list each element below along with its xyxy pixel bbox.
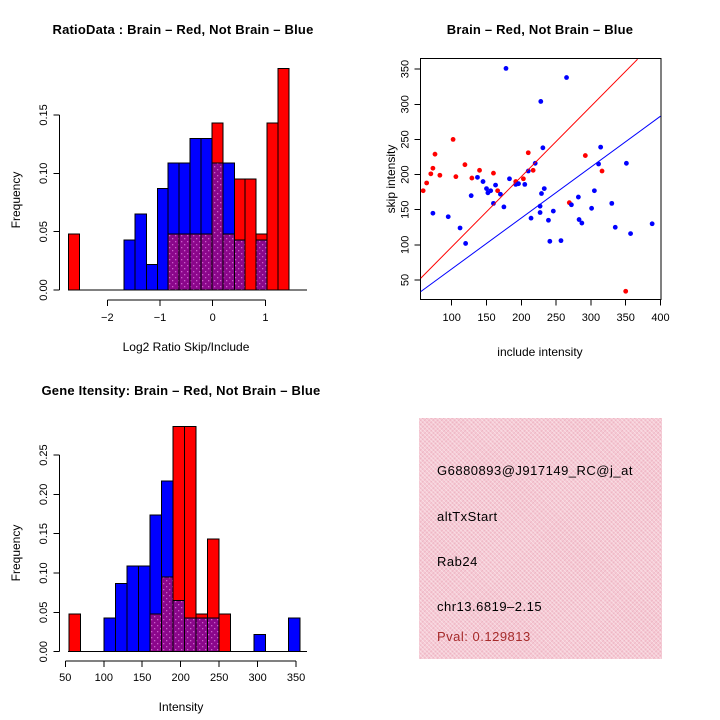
y-tick-label: 0.05 <box>38 601 50 624</box>
scatter-title: Brain – Red, Not Brain – Blue <box>446 22 634 37</box>
hist-bar <box>245 179 256 290</box>
scatter-point-blue <box>488 188 493 193</box>
scatter-point-blue <box>502 204 507 209</box>
hist-bar <box>135 214 146 290</box>
x-tick-label: 100 <box>94 672 113 684</box>
x-tick-label: 150 <box>133 672 152 684</box>
scatter-point-blue <box>522 182 527 187</box>
hist-bar-overlap <box>173 601 185 652</box>
gene-hist-xlabel: Intensity <box>158 700 204 714</box>
hist-bar <box>115 583 127 651</box>
scatter-point-blue <box>576 195 581 200</box>
y-tick-label: 0.10 <box>38 162 50 185</box>
scatter-point-blue <box>475 175 480 180</box>
y-tick-label: 150 <box>399 200 412 219</box>
scatter-point-blue <box>624 161 629 166</box>
x-tick-label: 300 <box>248 672 267 684</box>
x-tick-label: 250 <box>546 312 566 324</box>
brain-fit-line <box>421 59 638 278</box>
scatter-point-red <box>421 188 426 193</box>
scatter-point-blue <box>484 186 489 191</box>
event-type-text: altTxStart <box>437 509 498 524</box>
x-tick-label: 400 <box>651 312 670 324</box>
scatter-point-blue <box>564 75 569 80</box>
x-tick-label: 100 <box>442 312 461 324</box>
hist-bar-overlap <box>185 618 197 652</box>
notbrain-fit-line <box>421 116 661 291</box>
hist-bar-overlap <box>179 234 190 290</box>
x-tick-label: 200 <box>171 672 190 684</box>
hist-bar-overlap <box>168 234 179 290</box>
hist-bar-overlap <box>196 618 208 652</box>
scatter-point-blue <box>551 209 556 214</box>
scatter-point-blue <box>609 201 614 206</box>
scatter-point-blue <box>559 238 564 243</box>
scatter-point-red <box>600 169 605 174</box>
scatter-point-blue <box>529 216 534 221</box>
scatter-point-blue <box>469 193 474 198</box>
gene-info-box <box>419 418 662 659</box>
gene-symbol-text: Rab24 <box>437 554 478 569</box>
pval-text: Pval: 0.129813 <box>437 629 531 644</box>
x-tick-label: −2 <box>101 312 114 324</box>
y-tick-label: 50 <box>399 273 412 287</box>
scatter-point-blue <box>598 145 603 150</box>
scatter-point-blue <box>504 66 509 71</box>
hist-bar <box>267 123 278 290</box>
scatter-point-red <box>453 174 458 179</box>
y-tick-label: 0.15 <box>38 522 50 545</box>
scatter-point-red <box>583 153 588 158</box>
hist-bar <box>288 618 300 652</box>
scatter-point-blue <box>431 211 436 216</box>
scatter-point-blue <box>481 179 486 184</box>
hist-bar-overlap <box>208 618 220 652</box>
x-tick-label: 1 <box>262 312 269 324</box>
scatter-point-blue <box>628 231 633 236</box>
hist-bar <box>68 234 79 290</box>
gene-hist-title: Gene Itensity: Brain – Red, Not Brain – Blue <box>41 383 321 398</box>
scatter-point-blue <box>446 214 451 219</box>
scatter-point-blue <box>458 226 463 231</box>
scatter-point-red <box>521 176 526 181</box>
x-tick-label: 50 <box>59 672 72 684</box>
hist-bar-overlap <box>150 614 162 652</box>
y-tick-label: 0.15 <box>38 104 50 126</box>
scatter-point-red <box>469 176 474 181</box>
scatter-xlabel: include intensity <box>497 345 583 359</box>
scatter-point-blue <box>592 188 597 193</box>
scatter-ylabel: skip intensity <box>384 144 398 214</box>
hist-bar-overlap <box>234 240 245 290</box>
scatter-point-blue <box>613 225 618 230</box>
scatter-point-blue <box>569 202 574 207</box>
y-tick-label: 350 <box>399 59 412 79</box>
y-tick-label: 0.10 <box>38 562 50 584</box>
scatter-point-red <box>431 166 436 171</box>
x-tick-label: 350 <box>616 312 635 324</box>
hist-bar <box>138 566 150 652</box>
hist-bar <box>124 240 135 290</box>
x-tick-label: −1 <box>153 312 167 324</box>
scatter-point-red <box>451 137 456 142</box>
scatter-point-red <box>463 162 468 167</box>
scatter-point-red <box>491 171 496 176</box>
hist-bar <box>219 614 231 652</box>
scatter-point-blue <box>538 210 543 215</box>
hist-bar-overlap <box>190 234 201 290</box>
y-tick-label: 250 <box>399 130 412 149</box>
x-tick-label: 300 <box>581 312 601 324</box>
scatter-point-blue <box>546 218 551 223</box>
x-tick-label: 350 <box>286 672 306 684</box>
hist-bar-overlap <box>212 163 223 290</box>
scatter-point-red <box>531 168 536 173</box>
x-tick-label: 200 <box>512 312 531 324</box>
hist-bar <box>127 566 139 652</box>
hist-bar <box>104 618 116 652</box>
y-tick-label: 100 <box>399 235 412 255</box>
y-tick-label: 0.20 <box>38 483 50 506</box>
hist-bar <box>69 614 81 652</box>
locus-text: chr13.6819–2.15 <box>437 599 543 614</box>
x-tick-label: 250 <box>209 672 229 684</box>
y-tick-label: 300 <box>399 95 412 114</box>
scatter-point-red <box>424 181 429 186</box>
scatter-point-blue <box>538 99 543 104</box>
hist-bar <box>157 188 168 290</box>
ratio-hist-ylabel: Frequency <box>9 171 23 229</box>
scatter-point-blue <box>579 221 584 226</box>
ratio-hist-title: RatioData : Brain – Red, Not Brain – Blue <box>52 22 314 37</box>
scatter-point-red <box>437 173 442 178</box>
hist-bar <box>146 264 157 290</box>
hist-bar <box>254 634 266 651</box>
x-tick-label: 150 <box>477 312 496 324</box>
hist-bar-overlap <box>201 234 212 290</box>
hist-bar-overlap <box>223 234 234 290</box>
scatter-point-blue <box>463 241 468 246</box>
scatter-point-blue <box>539 191 544 196</box>
x-tick-label: 0 <box>209 312 216 324</box>
ratio-hist-xlabel: Log2 Ratio Skip/Include <box>122 340 250 354</box>
probe-id-text: G6880893@J917149_RC@j_at <box>437 463 633 478</box>
y-tick-label: 0.05 <box>38 220 50 243</box>
scatter-point-blue <box>589 206 594 211</box>
scatter-point-blue <box>547 239 552 244</box>
hist-bar <box>278 68 289 290</box>
gene-hist-ylabel: Frequency <box>9 524 23 582</box>
y-tick-label: 200 <box>399 165 412 184</box>
scatter-point-blue <box>542 186 547 191</box>
y-tick-label: 0.00 <box>38 640 50 663</box>
scatter-point-blue <box>493 183 498 188</box>
scatter-point-blue <box>540 145 545 150</box>
scatter-point-red <box>623 289 628 294</box>
scatter-point-blue <box>650 221 655 226</box>
scatter-point-red <box>428 171 433 176</box>
hist-bar-overlap <box>256 240 267 290</box>
hist-bar-overlap <box>161 577 173 652</box>
scatter-point-red <box>433 152 438 157</box>
scatter-point-red <box>477 168 482 173</box>
scatter-point-blue <box>507 176 512 181</box>
scatter-point-red <box>526 150 531 155</box>
y-tick-label: 0.00 <box>38 279 50 301</box>
scatter-point-blue <box>516 181 521 186</box>
y-tick-label: 0.25 <box>38 444 50 466</box>
